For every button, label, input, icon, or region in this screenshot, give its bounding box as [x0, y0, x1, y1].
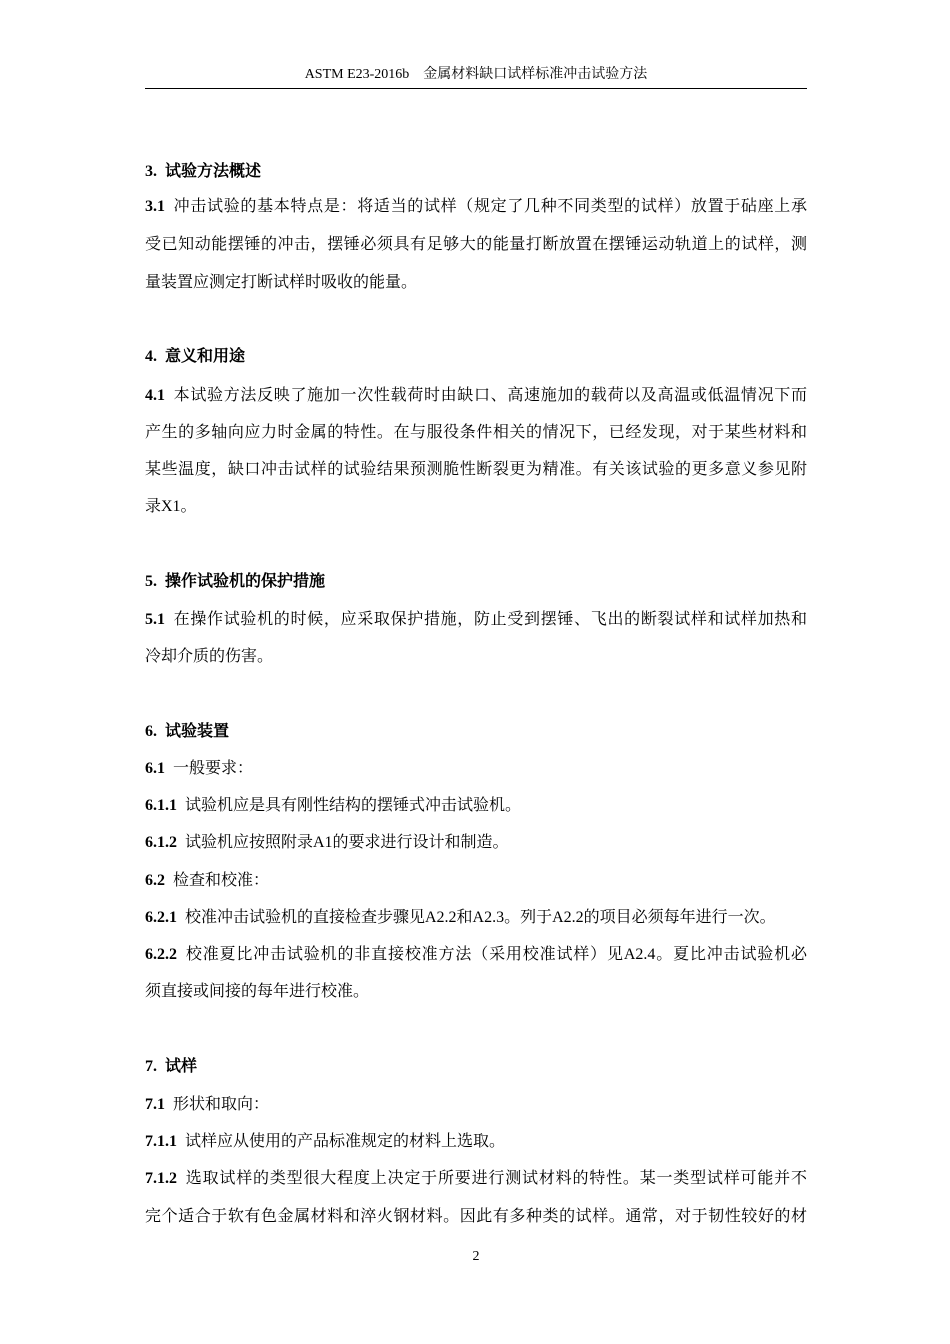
clause-number: 3.1 [145, 198, 165, 215]
paragraph-text: 选取试样的类型很大程度上决定于所要进行测试材料的特性。某一类型试样可能并不 [185, 1170, 807, 1187]
section-title: 试验方法概述 [165, 163, 262, 180]
clause-number: 6.1.1 [145, 797, 177, 814]
paragraph-line [145, 384, 807, 408]
paragraph-text: 在操作试验机的时候，应采取保护措施，防止受到摆锤、飞出的断裂试样和试样加热和 [173, 611, 807, 628]
section-title: 操作试验机的保护措施 [165, 573, 326, 590]
paragraph-text: 校准夏比冲击试验机的非直接校准方法（采用校准试样）见A2.4。夏比冲击试验机必 [185, 946, 807, 963]
paragraph-text: 录X1。 [145, 498, 197, 515]
section-title: 意义和用途 [165, 348, 246, 365]
paragraph-line [145, 943, 807, 967]
paragraph-line [145, 1205, 807, 1229]
paragraph-line [145, 906, 807, 930]
paragraph-line [145, 271, 807, 295]
section-heading [145, 1055, 807, 1079]
paragraph-text: 本试验方法反映了施加一次性载荷时由缺口、高速施加的载荷以及高温或低温情况下而 [173, 387, 807, 404]
paragraph-line [145, 869, 807, 893]
paragraph-text: 冷却介质的伤害。 [145, 648, 274, 665]
clause-number: 6.1.2 [145, 834, 177, 851]
section-number: 5. [145, 573, 157, 590]
paragraph-line [145, 421, 807, 445]
paragraph-text: 检查和校准： [173, 872, 270, 889]
section-number: 7. [145, 1058, 157, 1075]
clause-number: 7.1.1 [145, 1133, 177, 1150]
paragraph-text: 量装置应测定打断试样时吸收的能量。 [145, 274, 418, 291]
page-number: 2 [472, 1249, 480, 1264]
section-heading [145, 720, 807, 744]
paragraph-text: 完个适合于软有色金属材料和淬火钢材料。因此有多种类的试样。通常，对于韧性较好的材 [145, 1208, 807, 1225]
paragraph-text: 试验机应是具有刚性结构的摆锤式冲击试验机。 [185, 797, 522, 814]
header-rule [145, 88, 807, 89]
paragraph-line [145, 757, 807, 781]
section-number: 3. [145, 163, 157, 180]
clause-number: 6.1 [145, 760, 165, 777]
clause-number: 7.1.2 [145, 1170, 177, 1187]
clause-number: 4.1 [145, 387, 165, 404]
paragraph-line [145, 233, 807, 257]
paragraph-line [145, 195, 807, 219]
paragraph-text: 试样应从使用的产品标准规定的材料上选取。 [185, 1133, 506, 1150]
paragraph-text: 校准冲击试验机的直接检查步骤见A2.2和A2.3。列于A2.2的项目必须每年进行一次。 [185, 909, 776, 926]
paragraph-line [145, 1093, 807, 1117]
paragraph-line [145, 980, 807, 1004]
paragraph-text: 试验机应按照附录A1的要求进行设计和制造。 [185, 834, 509, 851]
paragraph-text: 一般要求： [173, 760, 254, 777]
paragraph-line [145, 1167, 807, 1191]
paragraph-text: 形状和取向： [173, 1096, 270, 1113]
section-heading [145, 345, 807, 369]
section-heading [145, 160, 807, 184]
clause-number: 6.2.2 [145, 946, 177, 963]
paragraph-line [145, 831, 807, 855]
paragraph-text: 冲击试验的基本特点是：将适当的试样（规定了几种不同类型的试样）放置于砧座上承 [173, 198, 807, 215]
section-title: 试验装置 [165, 723, 230, 740]
paragraph-line [145, 645, 807, 669]
clause-number: 5.1 [145, 611, 165, 628]
paragraph-text: 须直接或间接的每年进行校准。 [145, 983, 370, 1000]
paragraph-line [145, 458, 807, 482]
section-number: 4. [145, 348, 157, 365]
paragraph-text: 受已知动能摆锤的冲击，摆锤必须具有足够大的能量打断放置在摆锤运动轨道上的试样，测 [145, 236, 807, 253]
section-number: 6. [145, 723, 157, 740]
paragraph-line [145, 495, 807, 519]
paragraph-text: 某些温度，缺口冲击试样的试验结果预测脆性断裂更为精准。有关该试验的更多意义参见附 [145, 461, 807, 478]
clause-number: 6.2.1 [145, 909, 177, 926]
paragraph-line [145, 1130, 807, 1154]
paragraph-line [145, 608, 807, 632]
section-title: 试样 [165, 1058, 198, 1075]
clause-number: 6.2 [145, 872, 165, 889]
running-header: ASTM E23-2016b 金属材料缺口试样标准冲击试验方法 [304, 67, 648, 82]
clause-number: 7.1 [145, 1096, 165, 1113]
section-heading [145, 570, 807, 594]
paragraph-text: 产生的多轴向应力时金属的特性。在与服役条件相关的情况下，已经发现，对于某些材料和 [145, 424, 807, 441]
paragraph-line [145, 794, 807, 818]
